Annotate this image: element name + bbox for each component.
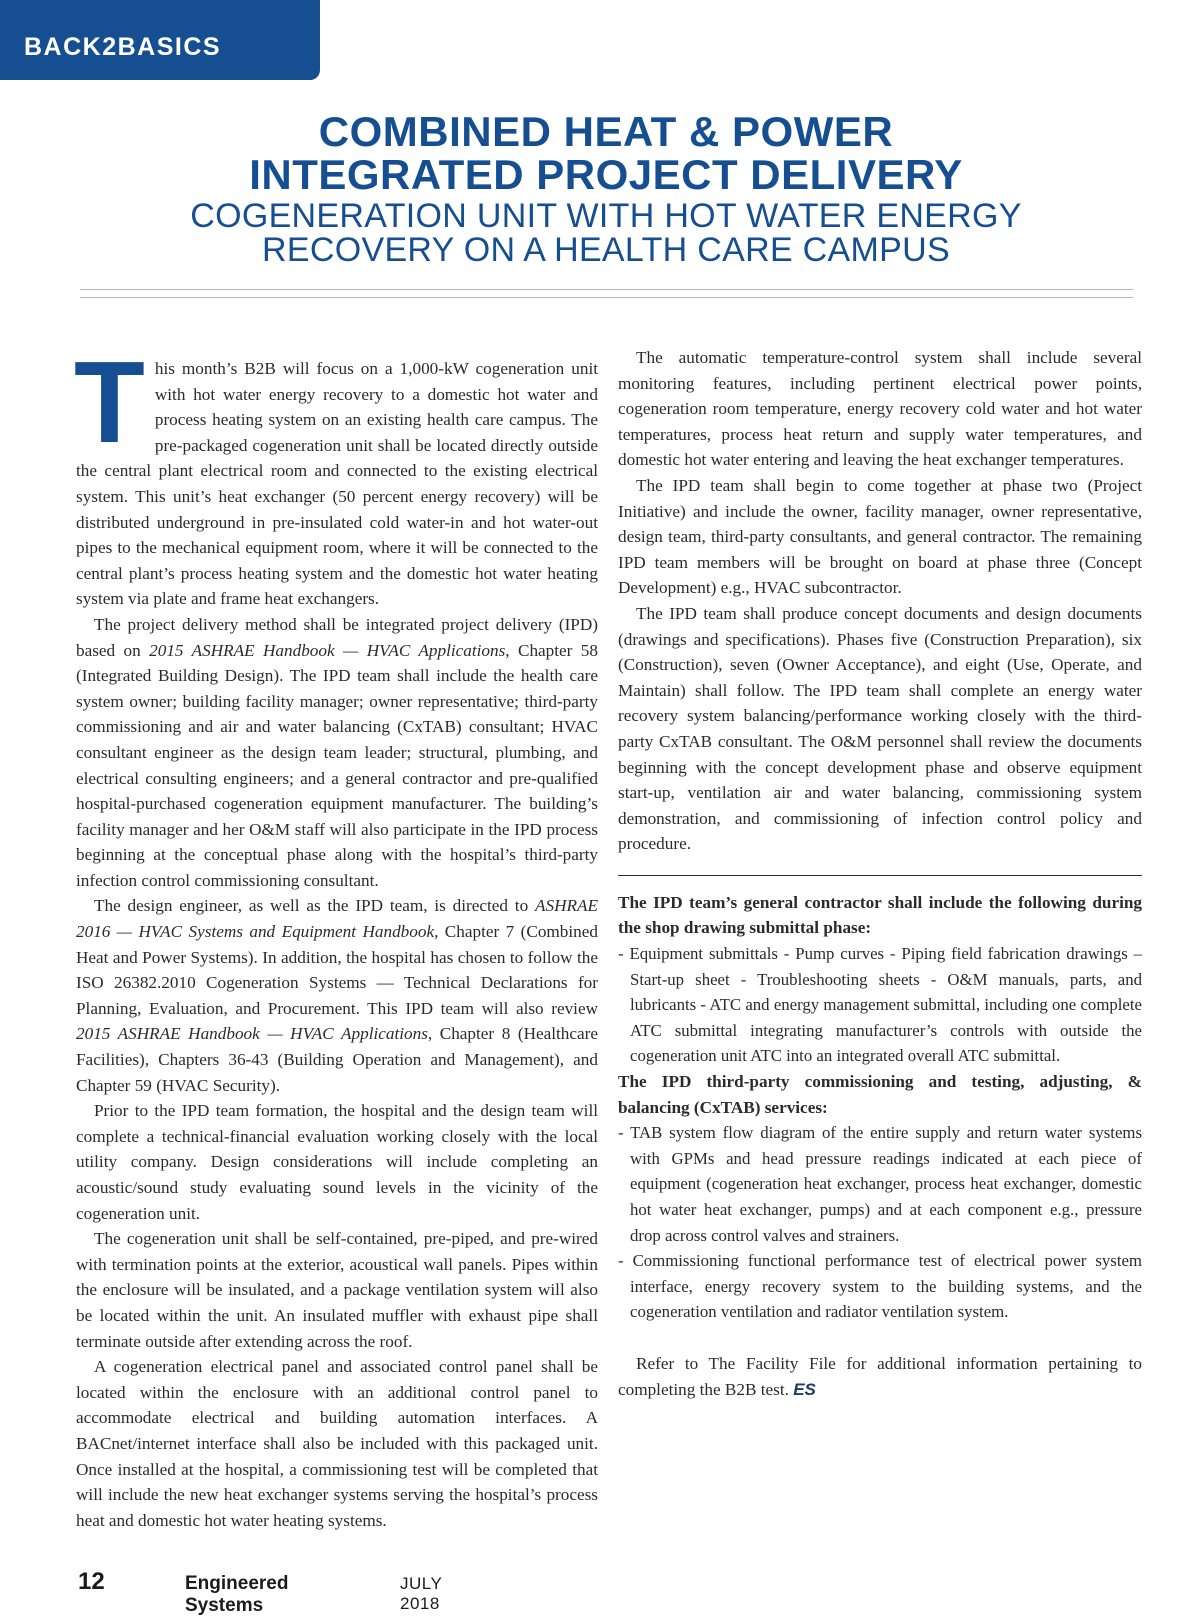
sidebar-bullet: - Commissioning functional performance test of electrical power system interface, energy recovery system to the building systems, and the cogeneration ventilation and radiator ventilation system. — [618, 1251, 1142, 1322]
page-number: 12 — [78, 1568, 105, 1595]
citation: ASHRAE 2016 — HVAC Systems and Equipment Handbook — [76, 896, 598, 942]
title-divider-top — [80, 289, 1133, 290]
headline-line-2: INTEGRATED PROJECT DELIVERY — [249, 151, 963, 198]
citation: 2015 ASHRAE Handbook — HVAC Applications — [149, 640, 506, 660]
sidebar-bullet: - TAB system flow diagram of the entire supply and return water systems with GPMs and head pressure readings indicated at each piece of equipment (cogeneration heat exchanger, process heat exchanger, domestic hot water heat exchanger, pumps) and at each component e.g., pressure drop across control valves and strainers. — [618, 1123, 1142, 1245]
article-paragraph: A cogeneration electrical panel and associated control panel shall be located within the enclosure with an additional control panel to accommodate electrical and building automation interfaces. A BACnet/internet interface shall also be included with this packaged unit. Once installed at the hospital, a commissioning test will be completed that will include the new heat exchanger systems serving the hospital’s process heat and domestic hot water heating systems. — [76, 1357, 598, 1530]
article-paragraph: The design engineer, as well as the IPD team, is directed to ASHRAE 2016 — HVAC Systems and Equipment Handbook, Chapter 7 (Combined Heat and Power Systems). In addition, the hospital has chosen to follow the ISO 26382.2010 Cogeneration Systems — Technical Declarations for Planning, Evaluation, and Procurement. This IPD team will also review 2015 ASHRAE Handbook — HVAC Applications, Chapter 8 (Healthcare Facilities), Chapters 36-43 (Building Operation and Management), and Chapter 59 (HVAC Security). — [76, 896, 598, 1095]
article-paragraph: The IPD team shall produce concept documents and design documents (drawings and specifications). Phases five (Construction Preparation), six (Construction), seven (Owner Acceptance), and eight (Use, Operate, and Maintain) shall follow. The IPD team shall complete an energy water recovery system balancing/performance working closely with the third-party CxTAB consultant. The O&M personnel shall review the documents beginning with the concept development phase and observe equipment start-up, ventilation air and water balancing, commissioning system demonstration, and commissioning of infection control policy and procedure. — [618, 603, 1142, 854]
article-column-left — [74, 337, 598, 1533]
sidebar-bullet: - Equipment submittals - Pump curves - Piping field fabrication drawings – Start-up sheet - Troubleshooting sheets - O&M manuals, parts, and lubricants - ATC and energy management submittal, including one complete ATC submittal integrating manufacturer’s controls with outside the cogeneration unit ATC into an integrated overall ATC submittal. — [618, 944, 1142, 1066]
article-paragraph: The IPD team shall begin to come together at phase two (Project Initiative) and include the owner, facility manager, owner representative, design team, third-party consultants, and general contractor. The remaining IPD team members will be brought on board at phase three (Concept Development) e.g., HVAC subcontractor. — [618, 475, 1142, 598]
section-tab — [0, 0, 320, 80]
sidebar-divider — [618, 875, 1142, 876]
closing-paragraph: Refer to The Facility File for additional information pertaining to completing the B2B test. ES — [618, 1353, 1142, 1399]
article-column-right — [618, 345, 1142, 1402]
article-paragraph: Prior to the IPD team formation, the hospital and the design team will complete a technical-financial evaluation working closely with the local utility company. Design considerations will include completing an acoustic/sound study evaluating sound levels in the vicinity of the cogeneration unit. — [76, 1101, 598, 1223]
article-title-block — [0, 110, 1200, 267]
title-divider-bottom — [80, 297, 1133, 298]
article-paragraph: This month’s B2B will focus on a 1,000-kW cogeneration unit with hot water energy recovery to a domestic hot water and process heating system on an existing health care campus. The pre-packaged cogeneration unit shall be located directly outside the central plant electrical room and connected to the existing electrical system. This unit’s heat exchanger (50 percent energy recovery) will be distributed underground in pre-insulated cold water-in and hot water-out pipes to the mechanical equipment room, where it will be connected to the central plant’s process heating system and the domestic hot water heating system via plate and frame heat exchangers. — [74, 337, 598, 609]
subheadline-line-2: RECOVERY ON A HEALTH CARE CAMPUS — [262, 231, 950, 269]
article-paragraph: The cogeneration unit shall be self-contained, pre-piped, and pre-wired with termination points at the exterior, acoustical wall panels. Pipes within the enclosure will be insulated, and a package ventilation system will also be located within the unit. An insulated muffler with exhaust pipe shall terminate outside after extending across the roof. — [76, 1229, 598, 1351]
sidebar-box — [618, 890, 1142, 1325]
drop-cap: T — [74, 337, 145, 467]
citation: 2015 ASHRAE Handbook — HVAC Applications — [76, 1024, 428, 1044]
article-paragraph: The project delivery method shall be integrated project delivery (IPD) based on 2015 ASHRAE Handbook — HVAC Applications, Chapter 58 (Integrated Building Design). The IPD team shall include the health care system owner; building facility manager; owner representative; third-party commissioning and air and water balancing (CxTAB) consultant; HVAC consultant engineer as the design team leader; structural, plumbing, and electrical consulting engineers; and a general contractor and pre-qualified hospital-purchased cogeneration equipment manufacturer. The building’s facility manager and her O&M staff will also participate in the IPD process beginning at the conceptual phase along with the hospital’s third-party infection control commissioning consultant. — [76, 614, 598, 890]
headline-line-1: COMBINED HEAT & POWER — [318, 108, 894, 155]
issue-date: JULY 2018 — [400, 1574, 443, 1613]
article-paragraph: The automatic temperature-control system shall include several monitoring features, including pertinent electrical power points, cogeneration room temperature, energy recovery cold water and hot water temperatures, process heat return and supply water temperatures, and domestic hot water entering and leaving the heat exchanger temperatures. — [618, 348, 1142, 470]
publication-name: Engineered Systems — [185, 1573, 289, 1616]
end-mark-logo: ES — [793, 1379, 816, 1399]
sidebar-heading: The IPD team’s general contractor shall include the following during the shop drawing submittal phase: — [618, 892, 1142, 938]
subheadline-line-1: COGENERATION UNIT WITH HOT WATER ENERGY — [190, 197, 1022, 235]
sidebar-heading: The IPD third-party commissioning and testing, adjusting, & balancing (CxTAB) services: — [618, 1072, 1142, 1117]
section-label: BACK2BASICS — [24, 33, 222, 61]
